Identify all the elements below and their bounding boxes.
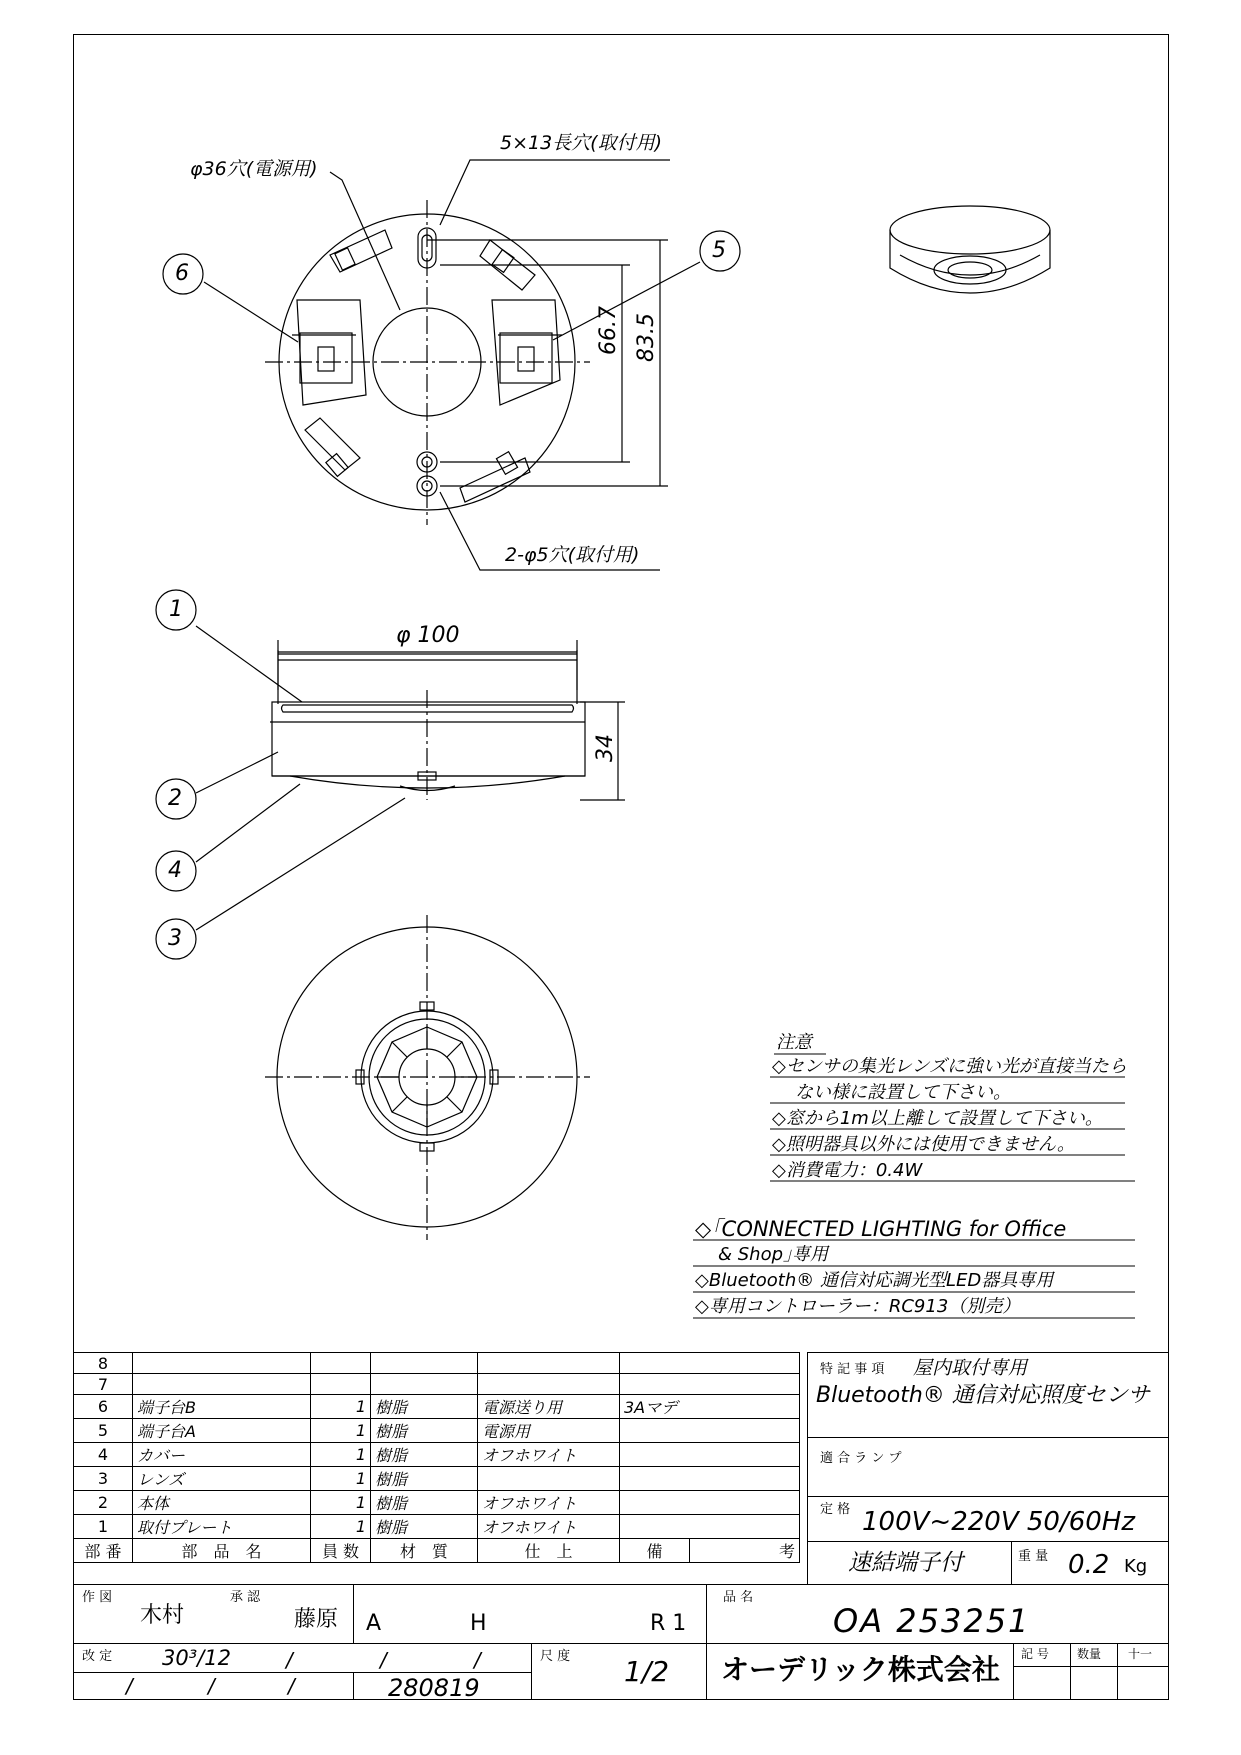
table-cell-finish: 電源送り用 [478,1395,620,1419]
table-cell-name: レンズ [133,1467,311,1491]
table-cell-mat [371,1353,478,1374]
table-cell-name: 端子台B [133,1395,311,1419]
table-cell-mat: 樹脂 [371,1443,478,1467]
table-cell-mat: 樹脂 [371,1467,478,1491]
table-cell-no: 2 [74,1491,133,1515]
table-row [74,1353,800,1374]
table-cell-finish: オフホワイト [478,1443,620,1467]
lamp-cell: 適 合 ラ ン プ [807,1437,1169,1497]
extra-note: & Shop｣専用 [718,1244,829,1265]
table-cell-remark [620,1467,800,1491]
balloon-3: 3 [168,926,182,951]
table-cell-name: 取付プレート [133,1515,311,1539]
table-cell-name: 端子台A [133,1419,311,1443]
mark-divider [1013,1666,1169,1667]
table-cell-finish: オフホワイト [478,1491,620,1515]
special-notes-cell: 特 記 事 項 屋内取付専用 Bluetooth® 通信対応照度センサ [807,1352,1169,1438]
terminal-cell: 速結端子付 [807,1541,1012,1585]
table-cell-finish: 電源用 [478,1419,620,1443]
qty-cell: 数量 [1070,1643,1118,1700]
revision-divider [73,1672,532,1673]
table-cell-qty: 1 [311,1395,371,1419]
table-cell-finish [478,1467,620,1491]
holes5-label: 2-φ5穴(取付用) [505,544,640,566]
table-cell-finish: オフホワイト [478,1515,620,1539]
table-cell-remark [620,1443,800,1467]
table-cell-name [133,1353,311,1374]
dim-34: 34 [593,734,618,762]
note-line: ◇センサの集光レンズに強い光が直接当たら [772,1056,1127,1077]
date-divider [353,1672,354,1700]
table-cell-finish [478,1353,620,1374]
code-cell: A H R 1 [353,1584,707,1644]
table-cell-no: 8 [74,1353,133,1374]
table-cell-no: 7 [74,1374,133,1395]
table-row [74,1515,800,1539]
table-cell-no: 1 [74,1515,133,1539]
table-cell-name [133,1374,311,1395]
dim-100: φ 100 [396,623,460,648]
company-name: オーデリック株式会社 [721,1653,1000,1686]
table-row [74,1443,800,1467]
extra-note: ◇｢CONNECTED LIGHTING for Office [695,1217,1067,1241]
company-cell [706,1643,1014,1700]
balloon-6: 6 [175,261,189,286]
table-cell-mat [371,1374,478,1395]
table-cell-mat: 樹脂 [371,1419,478,1443]
bottom-view [265,915,590,1240]
product-cell: 品 名 OA 253251 [706,1584,1169,1644]
table-cell-qty: 1 [311,1467,371,1491]
note-line: ◇消費電力：0.4W [772,1160,923,1181]
table-row [74,1395,800,1419]
table-row [74,1467,800,1491]
table-cell-finish [478,1374,620,1395]
table-cell-remark [620,1353,800,1374]
table-cell-qty [311,1353,371,1374]
extra-note: ◇Bluetooth® 通信対応調光型LED器具専用 [695,1270,1054,1291]
table-cell-qty: 1 [311,1443,371,1467]
table-cell-no: 3 [74,1467,133,1491]
hole36-label: φ36穴(電源用) [190,158,318,180]
isometric-view [890,206,1050,293]
balloon-2: 2 [168,786,182,811]
table-cell-mat: 樹脂 [371,1395,478,1419]
drawn-cell: 作 図 木村 承 認 藤原 [73,1584,354,1644]
parts-header: 部 番 部 品 名 員 数 材 質 仕 上 備 考 [74,1539,800,1563]
note-line: ◇照明器具以外には使用できません。 [772,1134,1075,1155]
revision-cell: 改 定 30³/12 / / / / / / 280819 [73,1643,532,1700]
top-view [204,160,700,570]
table-cell-no: 5 [74,1419,133,1443]
table-cell-no: 4 [74,1443,133,1467]
table-cell-mat: 樹脂 [371,1515,478,1539]
table-cell-no: 6 [74,1395,133,1419]
table-cell-remark [620,1515,800,1539]
table-cell-name: カバー [133,1443,311,1467]
table-cell-remark: 3Aマデ [620,1395,800,1419]
note-line: ◇窓から1m以上離して設置して下さい。 [772,1108,1103,1129]
table-cell-remark [620,1419,800,1443]
table-cell-qty: 1 [311,1515,371,1539]
table-cell-name: 本体 [133,1491,311,1515]
dim-667: 66.7 [596,306,621,355]
table-cell-mat: 樹脂 [371,1491,478,1515]
scale-cell: 尺 度 1/2 [531,1643,707,1700]
ten-cell: 十一 [1117,1643,1169,1700]
balloon-4: 4 [168,858,182,883]
table-cell-remark [620,1374,800,1395]
slot-label: 5×13長穴(取付用) [500,132,663,154]
table-cell-qty [311,1374,371,1395]
rating-cell: 定 格 100V~220V 50/60Hz [807,1496,1169,1542]
balloon-5: 5 [712,238,726,263]
table-cell-qty: 1 [311,1491,371,1515]
weight-cell: 重 量 0.2 Kg [1011,1541,1169,1585]
table-row [74,1374,800,1395]
dim-835: 83.5 [634,313,659,362]
notes-heading: 注意 [776,1032,812,1053]
balloon-1: 1 [169,597,183,622]
table-row [74,1419,800,1443]
note-line: ない様に設置して下さい。 [795,1082,1011,1103]
mark-cell: 記 号 [1013,1643,1071,1700]
parts-table [73,1352,800,1563]
extra-note: ◇専用コントローラー：RC913（別売） [695,1296,1021,1317]
table-cell-qty: 1 [311,1419,371,1443]
side-view [196,623,625,930]
table-cell-remark [620,1491,800,1515]
table-row [74,1491,800,1515]
